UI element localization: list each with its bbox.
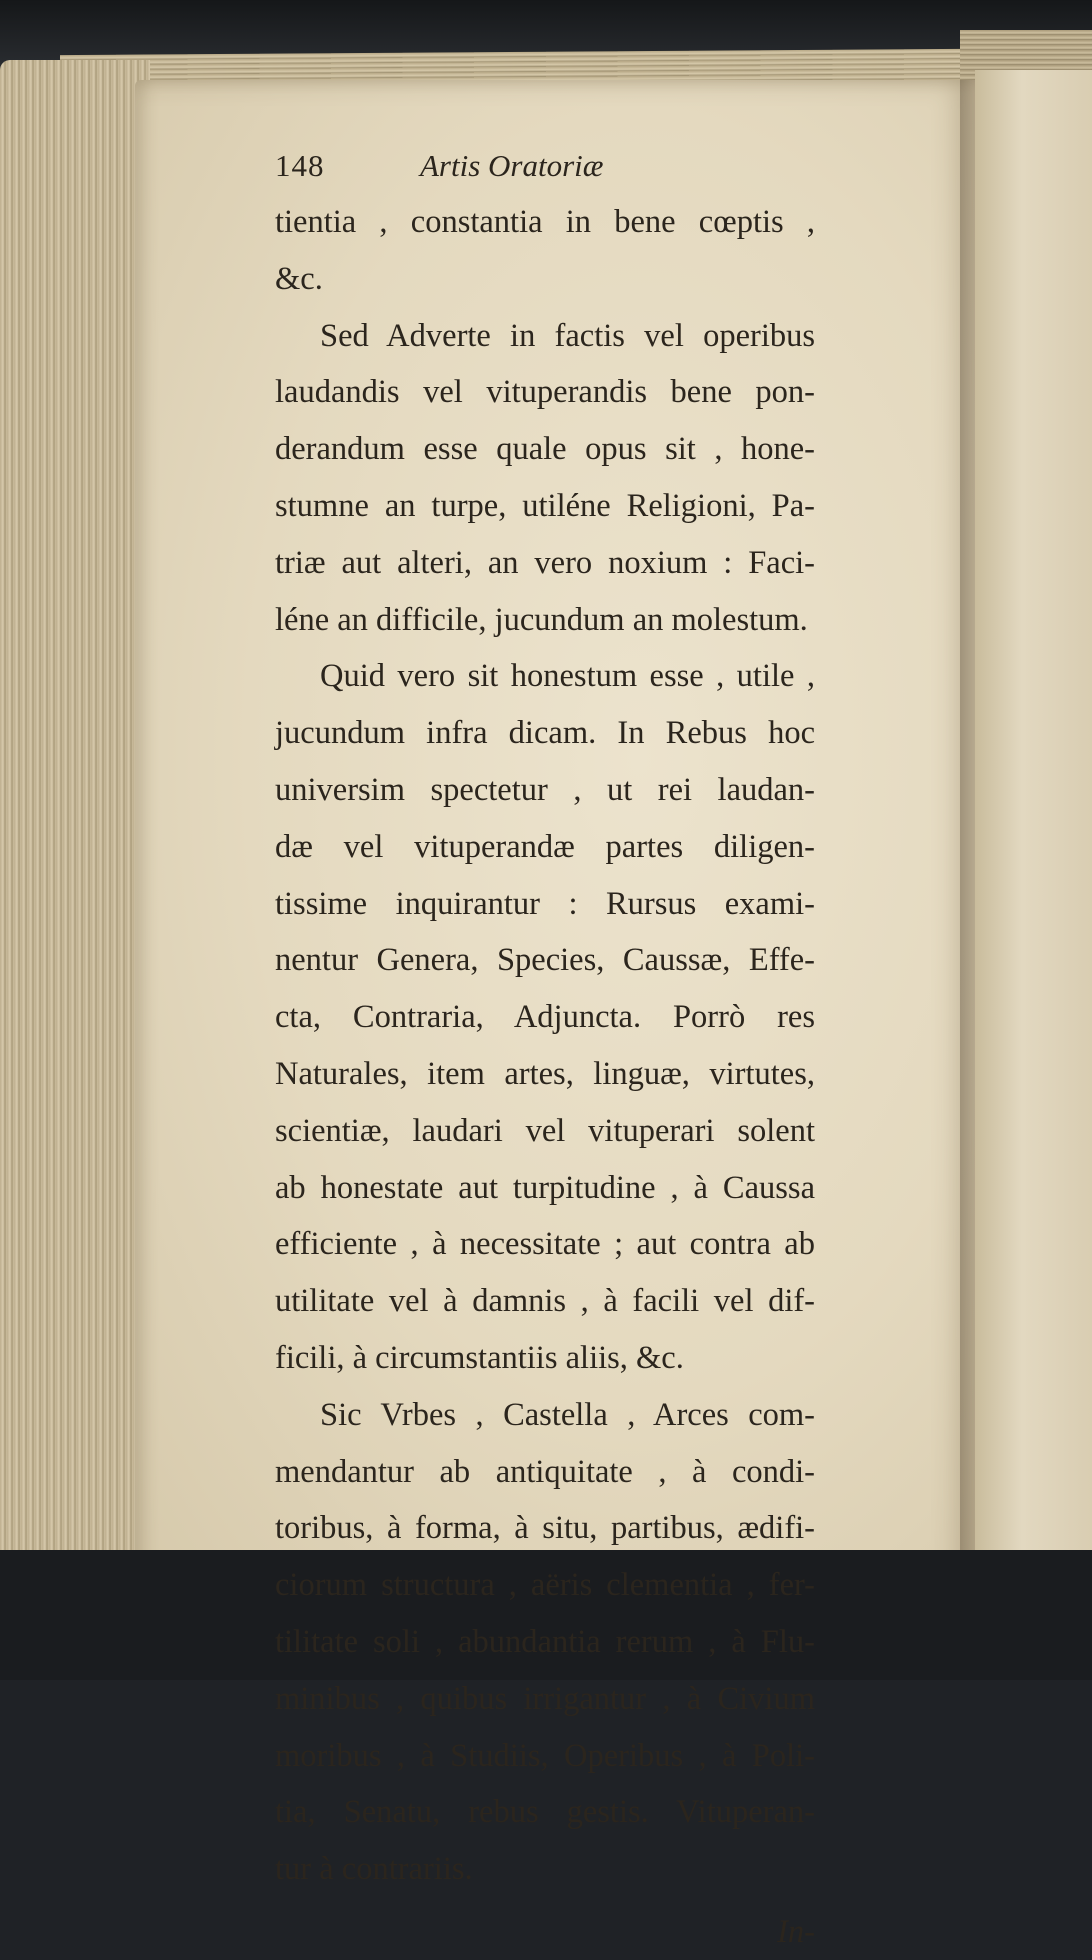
text-line: jucundum infra dicam. In Rebus hoc — [275, 715, 815, 752]
text-line: Sic Vrbes , Castella , Arces com- — [320, 1396, 815, 1433]
text-line: Quid vero sit honestum esse , utile , — [320, 658, 815, 695]
text-line: tia, Senatu, rebus gestis. Vituperan- — [275, 1794, 815, 1831]
text-line: Sed Adverte in factis vel operibus — [320, 317, 815, 354]
text-line: Naturales, item artes, linguæ, virtutes, — [275, 1055, 815, 1092]
running-title: Artis Oratoriæ — [420, 148, 604, 183]
text-line: cta, Contraria, Adjuncta. Porrò res — [275, 999, 815, 1036]
text-line: ab honestate aut turpitudine , à Caussa — [275, 1169, 815, 1206]
text-line: &c. — [275, 260, 323, 297]
text-line: minibus , quibus irrigantur , à Civium — [275, 1680, 815, 1717]
page-number: 148 — [275, 148, 325, 183]
facing-page — [975, 70, 1092, 1585]
text-line: ficili, à circumstantiis aliis, &c. — [275, 1339, 684, 1376]
text-line: nentur Genera, Species, Caussæ, Effe- — [275, 942, 815, 979]
page-text — [275, 148, 815, 1960]
text-line: tur à contrariis. — [275, 1851, 473, 1888]
text-line: toribus, à forma, à situ, partibus, ædifi- — [275, 1510, 815, 1547]
text-line: laudandis vel vituperandis bene pon- — [275, 374, 815, 411]
text-line: utilitate vel à damnis , à facili vel dif- — [275, 1283, 815, 1320]
text-line: stumne an turpe, utiléne Religioni, Pa- — [275, 487, 815, 524]
text-line: tientia , constantia in bene cœptis , — [275, 204, 815, 240]
catchword: In- — [777, 1913, 815, 1950]
text-line: moribus , à Studiis, Operibus , à Poli- — [275, 1737, 815, 1774]
text-line: triæ aut alteri, an vero noxium : Faci- — [275, 544, 815, 581]
body-text — [275, 194, 815, 1898]
text-line: léne an difficile, jucundum an molestum. — [275, 601, 808, 638]
page-edges-left — [0, 60, 150, 1580]
text-line: universim spectetur , ut rei laudan- — [275, 771, 815, 808]
text-line: tissime inquirantur : Rursus exami- — [275, 885, 815, 922]
text-line: mendantur ab antiquitate , à condi- — [275, 1453, 815, 1490]
text-line: ciorum structura , aëris clementia , fer- — [275, 1567, 815, 1604]
text-line: derandum esse quale opus sit , hone- — [275, 431, 815, 468]
text-line: scientiæ, laudari vel vituperari solent — [275, 1112, 815, 1149]
text-line: tilitate soli , abundantia rerum , à Flu- — [275, 1623, 815, 1660]
page-header — [275, 148, 815, 194]
text-line: dæ vel vituperandæ partes diligen- — [275, 828, 815, 865]
text-line: efficiente , à necessitate ; aut contra ab — [275, 1226, 815, 1263]
